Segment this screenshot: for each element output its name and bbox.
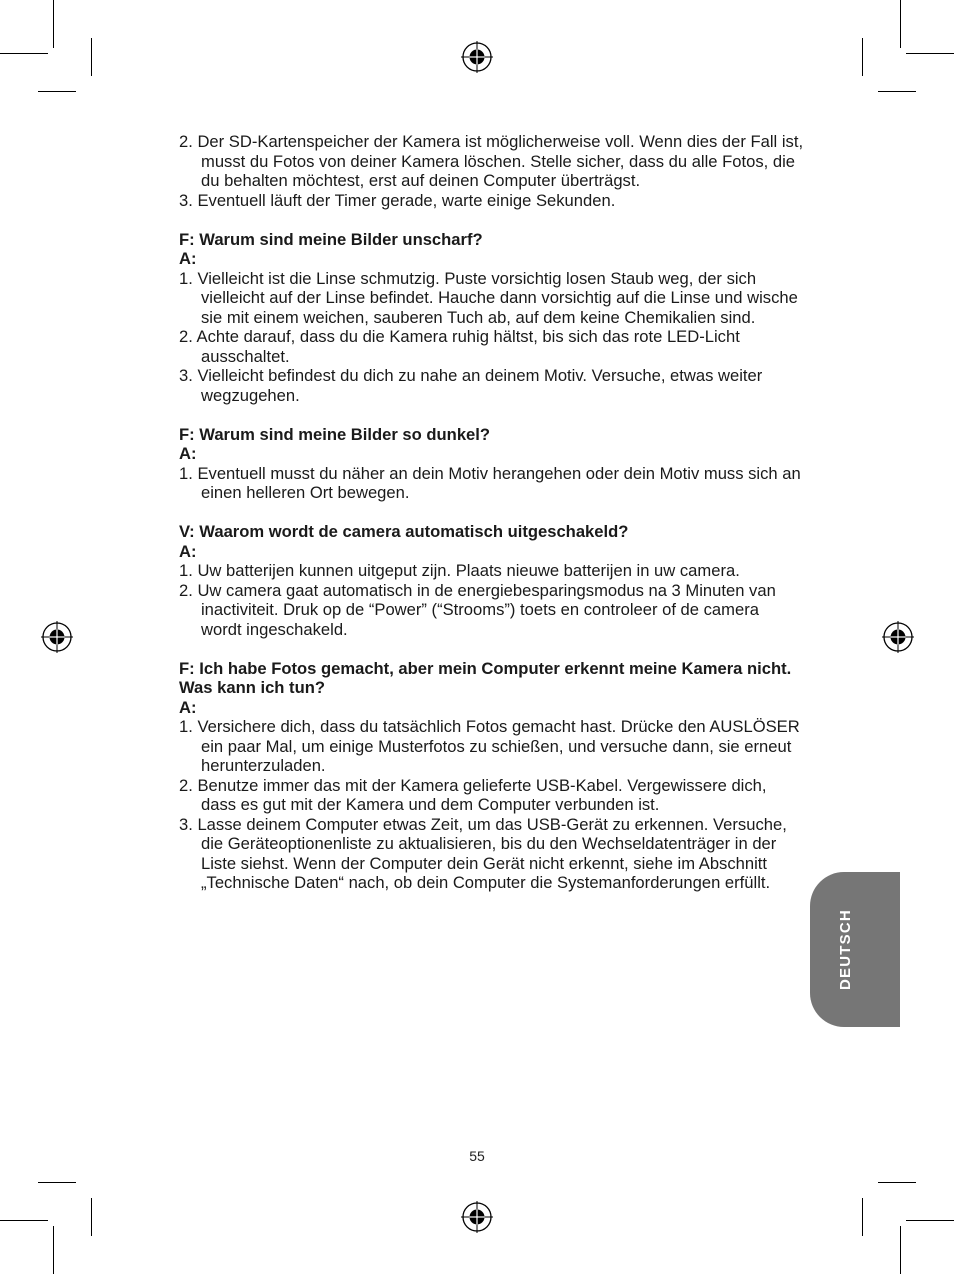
crop-mark [53, 1226, 54, 1274]
language-tab [810, 872, 900, 1027]
crop-mark [91, 1198, 92, 1236]
crop-mark [91, 38, 92, 76]
crop-mark [878, 1182, 916, 1183]
registration-mark-icon [461, 41, 493, 73]
list-item: 1. Versichere dich, dass du tatsächlich Fotos gemacht hast. Drücke den AUSLÖSER ein paar Mal, um einige Musterfotos zu schießen, und versuche dann, sie erneut herunterzuladen. [179, 717, 800, 775]
faq-question: F: Warum sind meine Bilder unscharf? [179, 229, 483, 249]
language-tab-label: DEUTSCH [837, 909, 854, 990]
registration-mark-icon [41, 621, 73, 653]
crop-mark [862, 1198, 863, 1236]
answer-label: A: [179, 444, 197, 463]
list-item: 2. Benutze immer das mit der Kamera gelieferte USB-Kabel. Vergewissere dich, dass es gut mit der Kamera und dem Computer verbunden ist. [179, 775, 767, 814]
faq-question: F: Ich habe Fotos gemacht, aber mein Computer erkennt meine Kamera nicht. Was kann ich tun? [179, 658, 792, 697]
answer-label: A: [179, 697, 197, 717]
crop-mark [878, 91, 916, 92]
list-item: 1. Vielleicht ist die Linse schmutzig. Puste vorsichtig losen Staub weg, der sich vielleicht auf der Linse befindet. Hauche dann vorsichtig auf die Linse und wische sie mit einem weichen, sauberen Tuch ab, auf dem keine Chemikalien sind. [179, 268, 798, 327]
faq-question: V: Waarom wordt de camera automatisch uitgeschakeld? [179, 522, 629, 541]
faq-block [179, 522, 804, 639]
faq-block [179, 132, 804, 210]
document-body [179, 132, 804, 893]
crop-mark [906, 1220, 954, 1221]
faq-block [179, 659, 804, 893]
faq-block [179, 230, 804, 406]
list-item: 1. Uw batterijen kunnen uitgeput zijn. Plaats nieuwe batterijen in uw camera. [179, 561, 740, 580]
faq-question: F: Warum sind meine Bilder so dunkel? [179, 424, 491, 444]
answer-label: A: [179, 541, 197, 561]
registration-mark-icon [461, 1201, 493, 1233]
crop-mark [900, 1226, 901, 1274]
crop-mark [862, 38, 863, 76]
list-item: 2. Uw camera gaat automatisch in de energiebesparingsmodus na 3 Minuten van inactiviteit. Druk op de “Power” (“Strooms”) toets en controleer of de camera wordt ingeschakeld. [179, 580, 776, 639]
crop-mark [0, 1220, 48, 1221]
list-item: 2. Der SD-Kartenspeicher der Kamera ist möglicherweise voll. Wenn dies der Fall ist, musst du Fotos von deiner Kamera löschen. Stelle sicher, dass du alle Fotos, die du behalten möchtest, erst auf deinen Computer überträgst. [179, 132, 804, 190]
faq-block [179, 425, 804, 503]
list-item: 3. Eventuell läuft der Timer gerade, warte einige Sekunden. [179, 190, 616, 210]
crop-mark [906, 53, 954, 54]
page-number: 55 [469, 1148, 485, 1164]
crop-mark [0, 53, 48, 54]
list-item: 2. Achte darauf, dass du die Kamera ruhig hältst, bis sich das rote LED-Licht ausschaltet. [179, 327, 740, 366]
answer-label: A: [179, 249, 197, 268]
list-item: 1. Eventuell musst du näher an dein Motiv herangehen oder dein Motiv muss sich an einen helleren Ort bewegen. [179, 463, 801, 502]
crop-mark [900, 0, 901, 48]
registration-mark-icon [882, 621, 914, 653]
crop-mark [38, 1182, 76, 1183]
list-item: 3. Vielleicht befindest du dich zu nahe an deinem Motiv. Versuche, etwas weiter wegzugehen. [179, 366, 763, 405]
crop-mark [53, 0, 54, 48]
crop-mark [38, 91, 76, 92]
list-item: 3. Lasse deinem Computer etwas Zeit, um das USB-Gerät zu erkennen. Versuche, die Geräteoptionenliste zu aktualisieren, bis du den Wechseldatenträger in der Liste siehst. Wenn der Computer dein Gerät nicht erkennt, siehe im Abschnitt „Technische Daten“ nach, ob dein Computer die Systemanforderungen erfüllt. [179, 814, 787, 892]
